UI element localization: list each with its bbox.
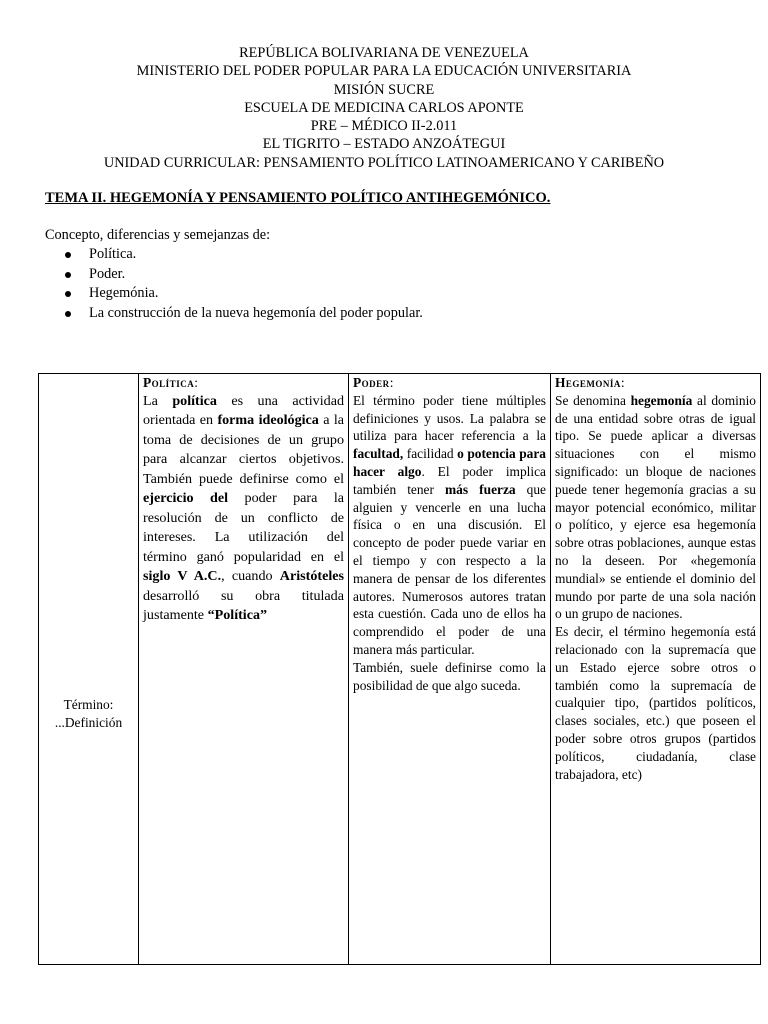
- header-line-location: EL TIGRITO – ESTADO ANZOÁTEGUI: [262, 136, 506, 153]
- header-line-ministry: MINISTERIO DEL PODER POPULAR PARA LA EDUCACIÓN UNIVERSITARIA: [136, 63, 632, 80]
- politica-heading: Política:: [143, 375, 199, 390]
- term-label: Término:: [63, 697, 114, 713]
- bullet-icon: [65, 252, 71, 258]
- document-header: [0, 44, 768, 172]
- header-line-country: REPÚBLICA BOLIVARIANA DE VENEZUELA: [239, 45, 529, 61]
- bullet-icon: [65, 272, 71, 278]
- hegemonia-cell: [551, 374, 761, 965]
- hegemonia-definition-extra: Es decir, el término hegemonía está relacionado con la supremacía que un Estado ejerce sobre otros o también como la supremacía de cualquier tipo, (partidos políticos, clases sociales, etc.) que poseen el poder sobre otros grupos (partidos políticos, ciudadanía, clase trabajadora, etc): [555, 624, 756, 782]
- list-item-text: Hegemónia.: [89, 285, 159, 301]
- table-row: [39, 374, 761, 965]
- poder-definition: El término poder tiene múltiples definiciones y usos. La palabra se utiliza para hacer referencia a la facultad, facilidad o potencia para hacer algo. El poder implica también tener más fuerza que alguien y vencerle en una lucha física o en una discusión. El concepto de poder puede variar en el tiempo y con respecto a la manera de pensar de los diferentes autores. Numerosos autores tratan esta cuestión. Cada uno de ellos ha comprendido el poder de una manera más particular.: [353, 392, 546, 657]
- definitions-table: [38, 373, 761, 965]
- bullet-icon: [65, 311, 71, 317]
- intro-text: Concepto, diferencias y semejanzas de:: [45, 227, 271, 243]
- topic-title: TEMA II. HEGEMONÍA Y PENSAMIENTO POLÍTICO ANTIHEGEMÓNICO.: [45, 190, 551, 206]
- list-item: [0, 304, 423, 324]
- header-line-mission: MISIÓN SUCRE: [333, 81, 435, 98]
- topic-bullet-list: [0, 245, 423, 323]
- poder-definition-extra: También, suele definirse como la posibilidad de que algo suceda.: [353, 659, 546, 693]
- bullet-icon: [65, 291, 71, 297]
- list-item-text: La construcción de la nueva hegemonía del poder popular.: [89, 304, 423, 321]
- politica-cell: [139, 374, 349, 965]
- hegemonia-heading: Hegemonía:: [555, 375, 626, 390]
- poder-cell: [349, 374, 551, 965]
- list-item: [0, 265, 423, 285]
- hegemonia-definition: Se denomina hegemonía al dominio de una entidad sobre otras de igual tipo. Se puede aplicar a diversas situaciones con el mismo significado: un bloque de naciones puede tener hegemonía gracias a su mayor potencial económico, militar o político, y ejerce esa hegemonía sobre otras poblaciones, aunque estas no la deseen. Por «hegemonía mundial» se entiende el dominio del mundo por parte de una sola nación o un grupo de naciones.: [555, 392, 757, 622]
- list-item-text: Política.: [89, 246, 137, 262]
- header-line-unit: UNIDAD CURRICULAR: PENSAMIENTO POLÍTICO LATINOAMERICANO Y CARIBEÑO: [103, 154, 665, 171]
- term-label-cell: [39, 374, 139, 965]
- list-item: [0, 245, 423, 265]
- header-line-school: ESCUELA DE MEDICINA CARLOS APONTE: [244, 99, 524, 116]
- poder-heading: Poder:: [353, 375, 394, 390]
- header-line-course: PRE – MÉDICO II-2.011: [310, 118, 458, 135]
- politica-definition: La política es una actividad orientada en forma ideológica a la toma de decisiones de un grupo para alcanzar ciertos objetivos. También puede definirse como el ejercicio del poder para la resolución de un conflicto de intereses. La utilización del término ganó popularidad en el siglo V A.C., cuando Aristóteles desarrolló su obra titulada justamente “Política”: [143, 392, 344, 624]
- definition-label: ...Definición: [54, 715, 123, 730]
- list-item: [0, 284, 423, 304]
- list-item-text: Poder.: [89, 265, 126, 282]
